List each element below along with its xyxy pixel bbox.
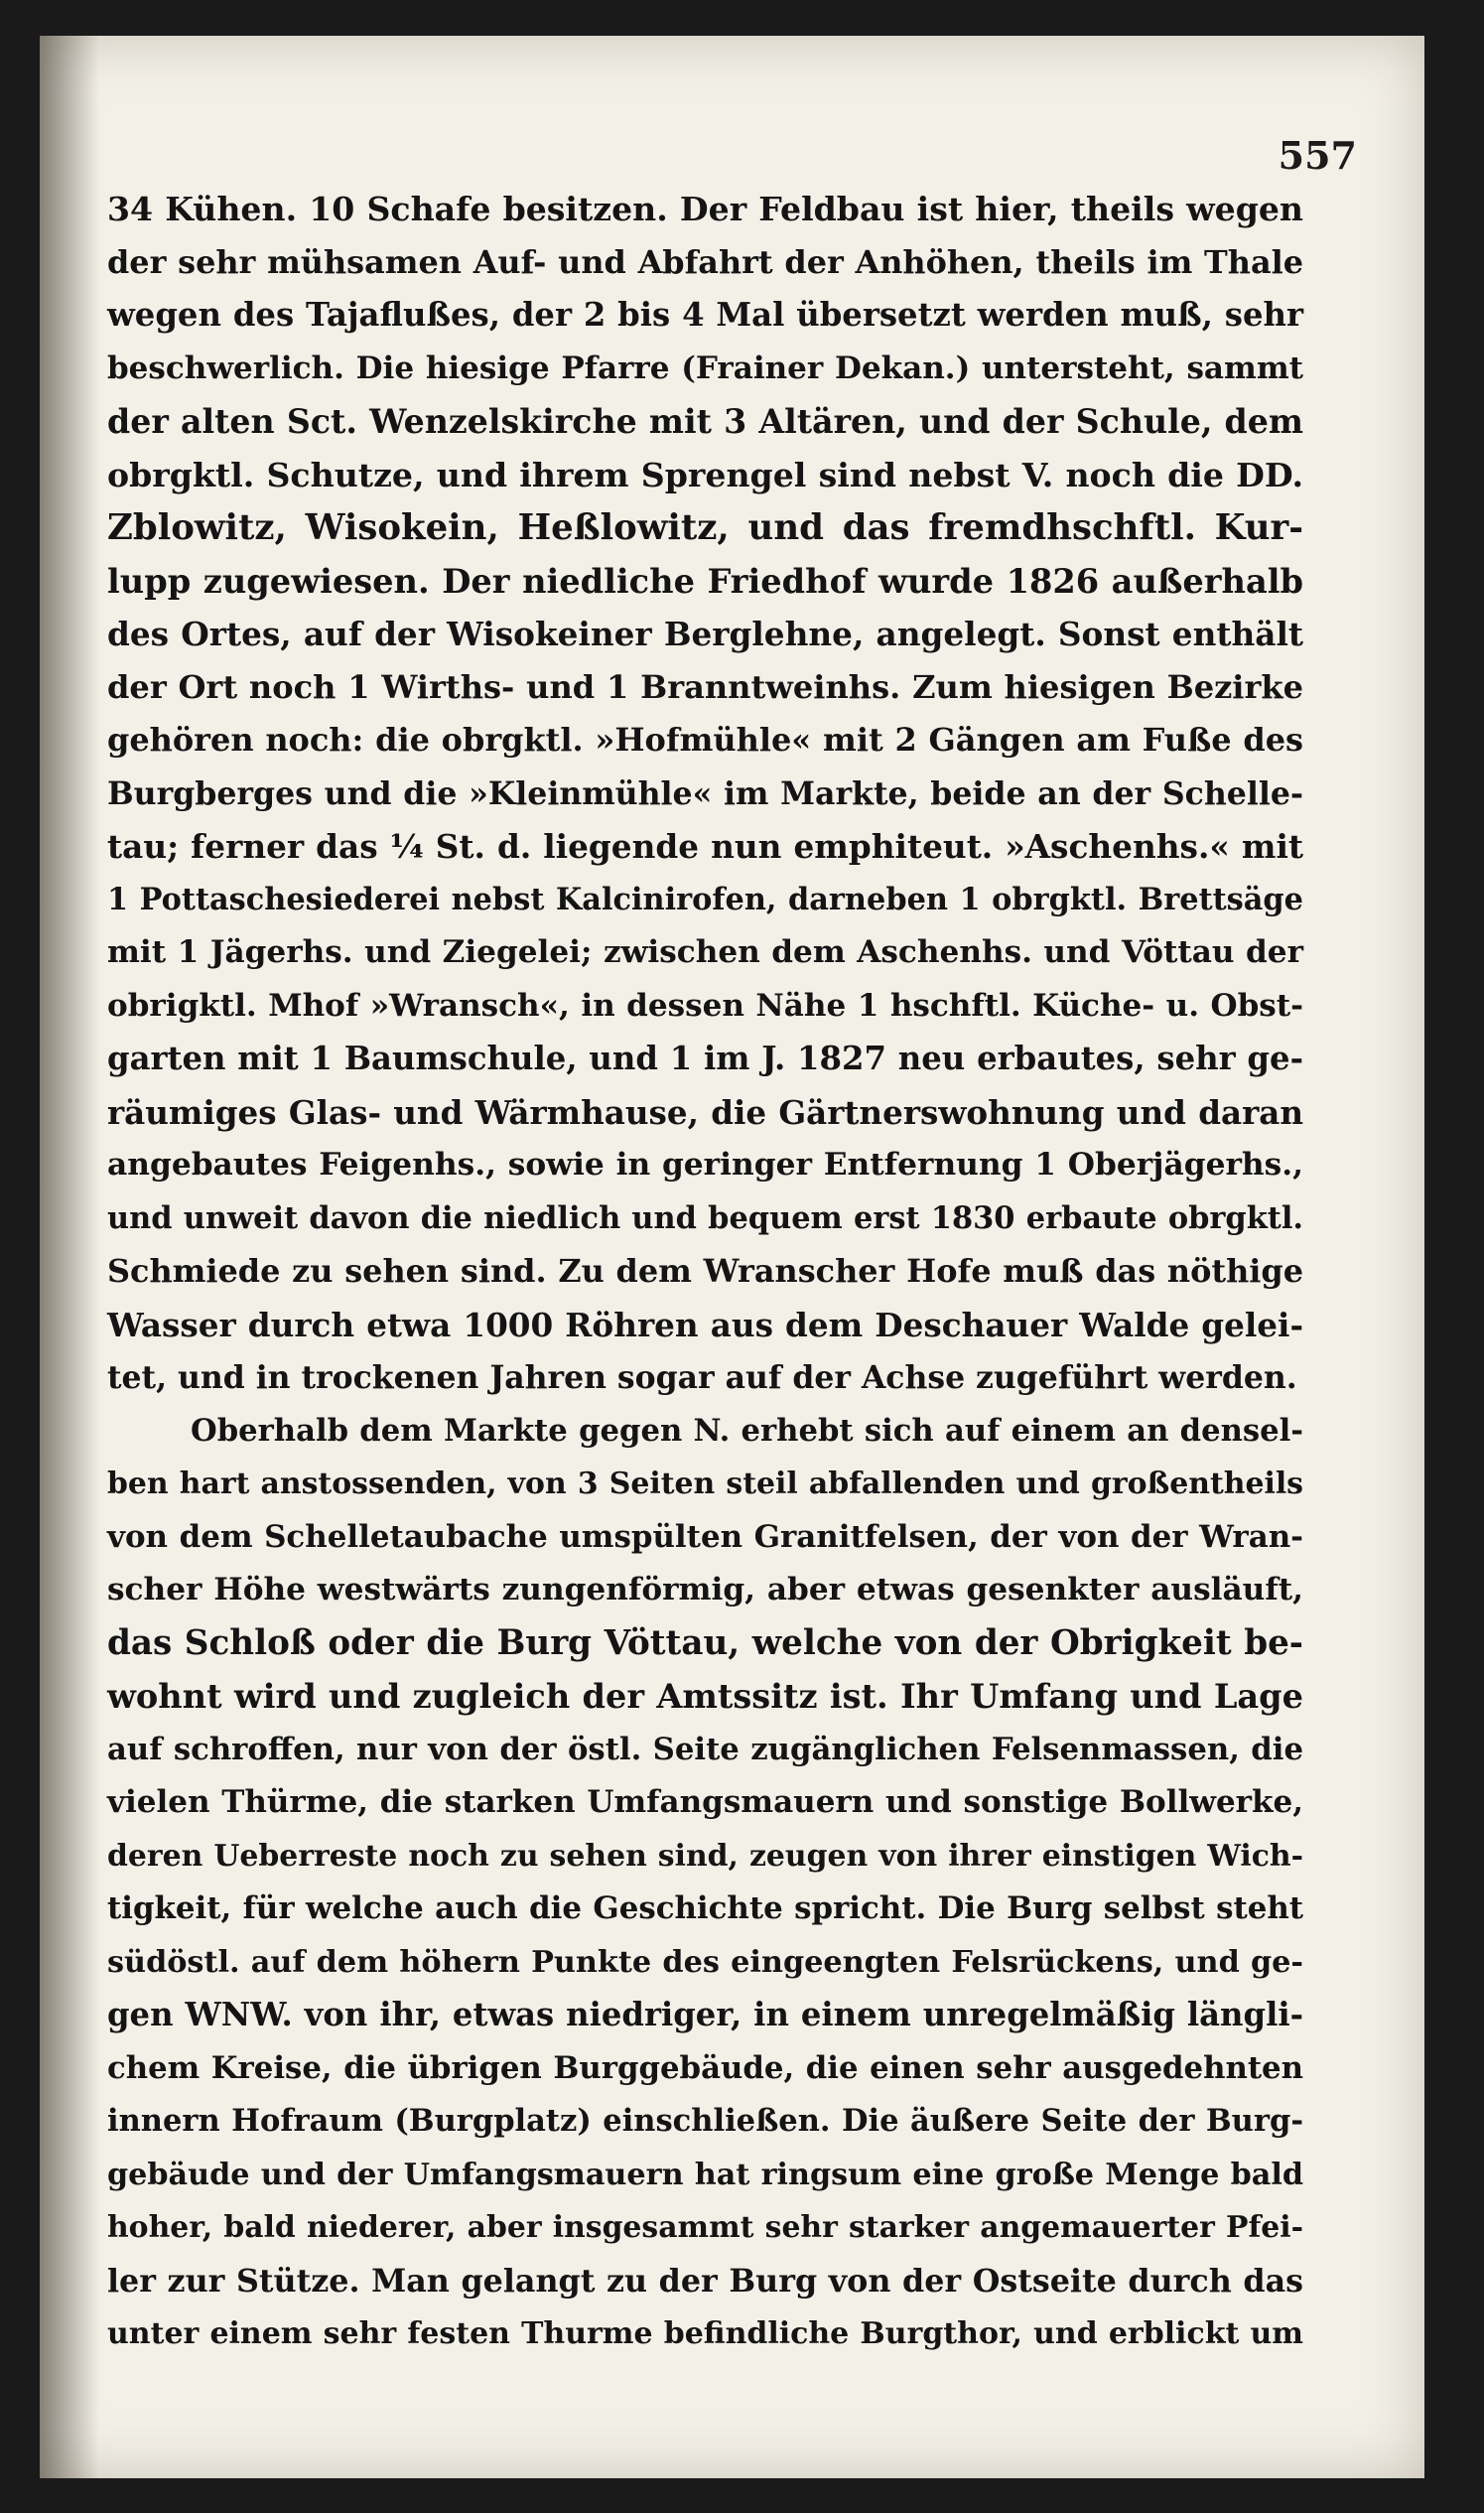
text-line: obrigktl. Mhof »Wransch«, in dessen Nähe 1 hschftl. Küche- u. Obst- [107,987,1303,1024]
text-line: Schmiede zu sehen sind. Zu dem Wranscher Hofe muß das nöthige [107,1252,1303,1290]
text-line: 34 Kühen. 10 Schafe besitzen. Der Feldbau ist hier, theils wegen [107,190,1303,228]
text-line: Wasser durch etwa 1000 Röhren aus dem Deschauer Walde gelei- [107,1305,1303,1344]
text-line: des Ortes, auf der Wisokeiner Berglehne, angelegt. Sonst enthält [107,615,1303,653]
text-line: Burgberges und die »Kleinmühle« im Markte, beide an der Schelle- [107,774,1303,812]
spine-shadow [40,36,99,2478]
text-line: lupp zugewiesen. Der niedliche Friedhof wurde 1826 außerhalb [107,560,1303,601]
text-line: obrgktl. Schutze, und ihrem Sprengel sind nebst V. noch die DD. [107,455,1303,494]
text-line: deren Ueberreste noch zu sehen sind, zeugen von ihrer einstigen Wich- [107,1838,1303,1874]
text-line: das Schloß oder die Burg Vöttau, welche von der Obrigkeit be- [107,1622,1303,1663]
text-line: scher Höhe westwärts zungenförmig, aber etwas gesenkter ausläuft, [107,1572,1303,1607]
text-line: südöstl. auf dem höhern Punkte des eingeengten Felsrückens, und ge- [107,1944,1303,1980]
text-line: beschwerlich. Die hiesige Pfarre (Frainer Dekan.) untersteht, sammt [107,349,1303,386]
text-line: angebautes Feigenhs., sowie in geringer Entfernung 1 Oberjägerhs., [107,1147,1303,1183]
text-line: vielen Thürme, die starken Umfangsmauern und sonstige Bollwerke, [107,1784,1303,1820]
body-text [107,183,1303,2361]
text-line: tau; ferner das ¼ St. d. liegende nun emphiteut. »Aschenhs.« mit [107,827,1303,866]
text-line: unter einem sehr festen Thurme befindliche Burgthor, und erblickt um [107,2316,1303,2351]
text-line: chem Kreise, die übrigen Burggebäude, die einen sehr ausgedehnten [107,2049,1303,2086]
page-number: 557 [1278,133,1357,178]
text-line: mit 1 Jägerhs. und Ziegelei; zwischen dem Aschenhs. und Vöttau der [107,934,1303,970]
text-line: 1 Pottaschesiederei nebst Kalcinirofen, darneben 1 obrgktl. Brettsäge [107,881,1303,917]
text-line: Oberhalb dem Markte gegen N. erhebt sich auf einem an densel- [191,1412,1303,1449]
text-line: ler zur Stütze. Man gelangt zu der Burg von der Ostseite durch das [107,2262,1303,2300]
text-line: von dem Schelletaubache umspülten Granitfelsen, der von der Wran- [107,1518,1303,1555]
text-line: der sehr mühsamen Auf- und Abfahrt der Anhöhen, theils im Thale [107,242,1303,281]
text-line: gebäude und der Umfangsmauern hat ringsum eine große Menge bald [107,2157,1303,2192]
text-line: innern Hofraum (Burgplatz) einschließen. Die äußere Seite der Burg- [107,2103,1303,2139]
text-line: auf schroffen, nur von der östl. Seite zugänglichen Felsenmassen, die [107,1731,1303,1767]
book-page [40,36,1424,2478]
text-line: wegen des Tajaflußes, der 2 bis 4 Mal übersetzt werden muß, sehr [107,296,1303,334]
text-line: räumiges Glas- und Wärmhause, die Gärtnerswohnung und daran [107,1092,1303,1132]
text-line: und unweit davon die niedlich und bequem erst 1830 erbaute obrgktl. [107,1199,1303,1236]
text-line: hoher, bald niederer, aber insgesammt sehr starker angemauerter Pfei- [107,2210,1303,2245]
text-line: gehören noch: die obrgktl. »Hofmühle« mit 2 Gängen am Fuße des [107,721,1303,759]
text-line: Zblowitz, Wisokein, Heßlowitz, und das fremdhschftl. Kur- [107,507,1303,548]
text-line: garten mit 1 Baumschule, und 1 im J. 1827 neu erbautes, sehr ge- [107,1040,1303,1077]
text-line: wohnt wird und zugleich der Amtssitz ist. Ihr Umfang und Lage [107,1676,1303,1716]
text-line: der alten Sct. Wenzelskirche mit 3 Altären, und der Schule, dem [107,402,1303,441]
text-line: gen WNW. von ihr, etwas niedriger, in einem unregelmäßig längli- [107,1996,1303,2033]
text-line: ben hart anstossenden, von 3 Seiten steil abfallenden und großentheils [107,1466,1303,1501]
text-line: tigkeit, für welche auch die Geschichte spricht. Die Burg selbst steht [107,1890,1303,1926]
text-line: der Ort noch 1 Wirths- und 1 Branntweinhs. Zum hiesigen Bezirke [107,667,1303,706]
text-line: tet, und in trockenen Jahren sogar auf der Achse zugeführt werden. [107,1359,1297,1396]
